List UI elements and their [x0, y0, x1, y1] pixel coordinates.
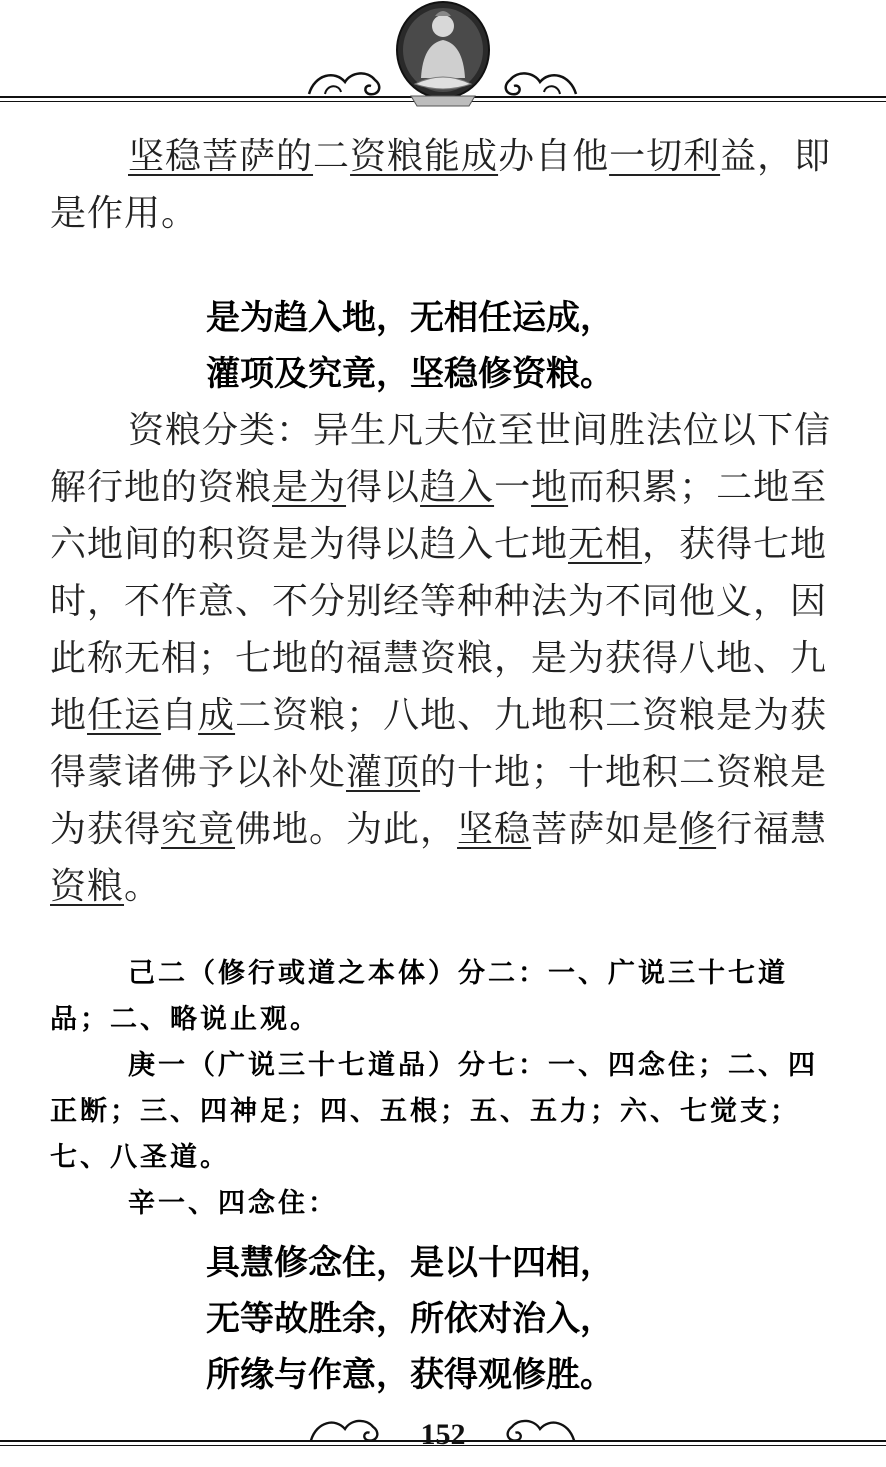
underlined-term: 地	[531, 467, 569, 508]
underlined-term: 资粮能成	[350, 136, 499, 177]
underlined-term: 灌顶	[346, 752, 421, 793]
text-run: 行福慧	[716, 809, 828, 850]
text-run: 菩萨如是	[531, 809, 680, 850]
verse-line: 是为趋入地，无相任运成，	[206, 298, 614, 338]
text-run: ，获得七地时，不作意、不分别经等种种法为不同他义，因此称无相；七地的福慧资粮，是为获得八地、九地	[50, 524, 828, 736]
underlined-term: 资粮	[50, 866, 125, 907]
underlined-term: 坚稳	[457, 809, 532, 850]
text-run: 而积累；二地至六地间的积资是为得以趋入七地	[50, 467, 828, 565]
underlined-term: 是为	[272, 467, 347, 508]
page-number: 152	[420, 1418, 466, 1451]
text-run: 佛地。为此，	[235, 809, 458, 850]
page-footer	[0, 1408, 886, 1467]
verse-line: 具慧修念住，是以十四相，	[206, 1243, 614, 1283]
text-run: 一	[494, 467, 532, 508]
page-body	[50, 128, 840, 1403]
paragraph-definition	[50, 128, 840, 242]
outline-heading: 辛一、四念住：	[128, 1188, 338, 1219]
cloud-scroll-icon	[500, 64, 580, 100]
underlined-term: 坚稳菩萨	[128, 136, 277, 177]
underlined-term: 任运	[87, 695, 162, 736]
page-header	[0, 0, 886, 120]
verse-line: 无等故胜余，所依对治入，	[206, 1299, 614, 1339]
text-run: 二资粮；八地、九地积二资粮是为获得蒙诸佛予以补处	[50, 695, 828, 793]
underlined-term: 无相	[568, 524, 643, 565]
text-run: 。	[124, 866, 162, 907]
text-run: 自	[161, 695, 199, 736]
underlined-term: 修	[679, 809, 717, 850]
cloud-scroll-icon	[305, 64, 385, 100]
verse-line: 灌项及究竟，坚稳修资粮。	[206, 354, 614, 394]
text-run: 办自他	[498, 136, 610, 177]
underlined-term: 趋入	[420, 467, 495, 508]
text-run: 得以	[346, 467, 421, 508]
outline-heading: 己二（修行或道之本体）分二：一、广说三十七道品；二、略说止观。	[50, 958, 788, 1035]
buddha-medallion-image	[393, 0, 493, 110]
underlined-term: 究竟	[161, 809, 236, 850]
text-run: 资粮分类：异生凡夫位至世间胜法位以下信解行地的资粮	[50, 410, 832, 508]
text-run: 的十地；十地积二资粮是为获得	[50, 752, 828, 850]
underlined-term: 成	[198, 695, 236, 736]
underlined-term: 的	[276, 136, 314, 177]
text-run: 二	[313, 136, 351, 177]
paragraph-classification	[50, 402, 840, 915]
underlined-term: 一切利	[609, 136, 721, 177]
outline-heading: 庚一（广说三十七道品）分七：一、四念住；二、四正断；三、四神足；四、五根；五、五力；六、七觉支；七、八圣道。	[50, 1050, 818, 1173]
verse-line: 所缘与作意，获得观修胜。	[206, 1355, 614, 1395]
text-run: 益，即是作用。	[50, 136, 832, 234]
